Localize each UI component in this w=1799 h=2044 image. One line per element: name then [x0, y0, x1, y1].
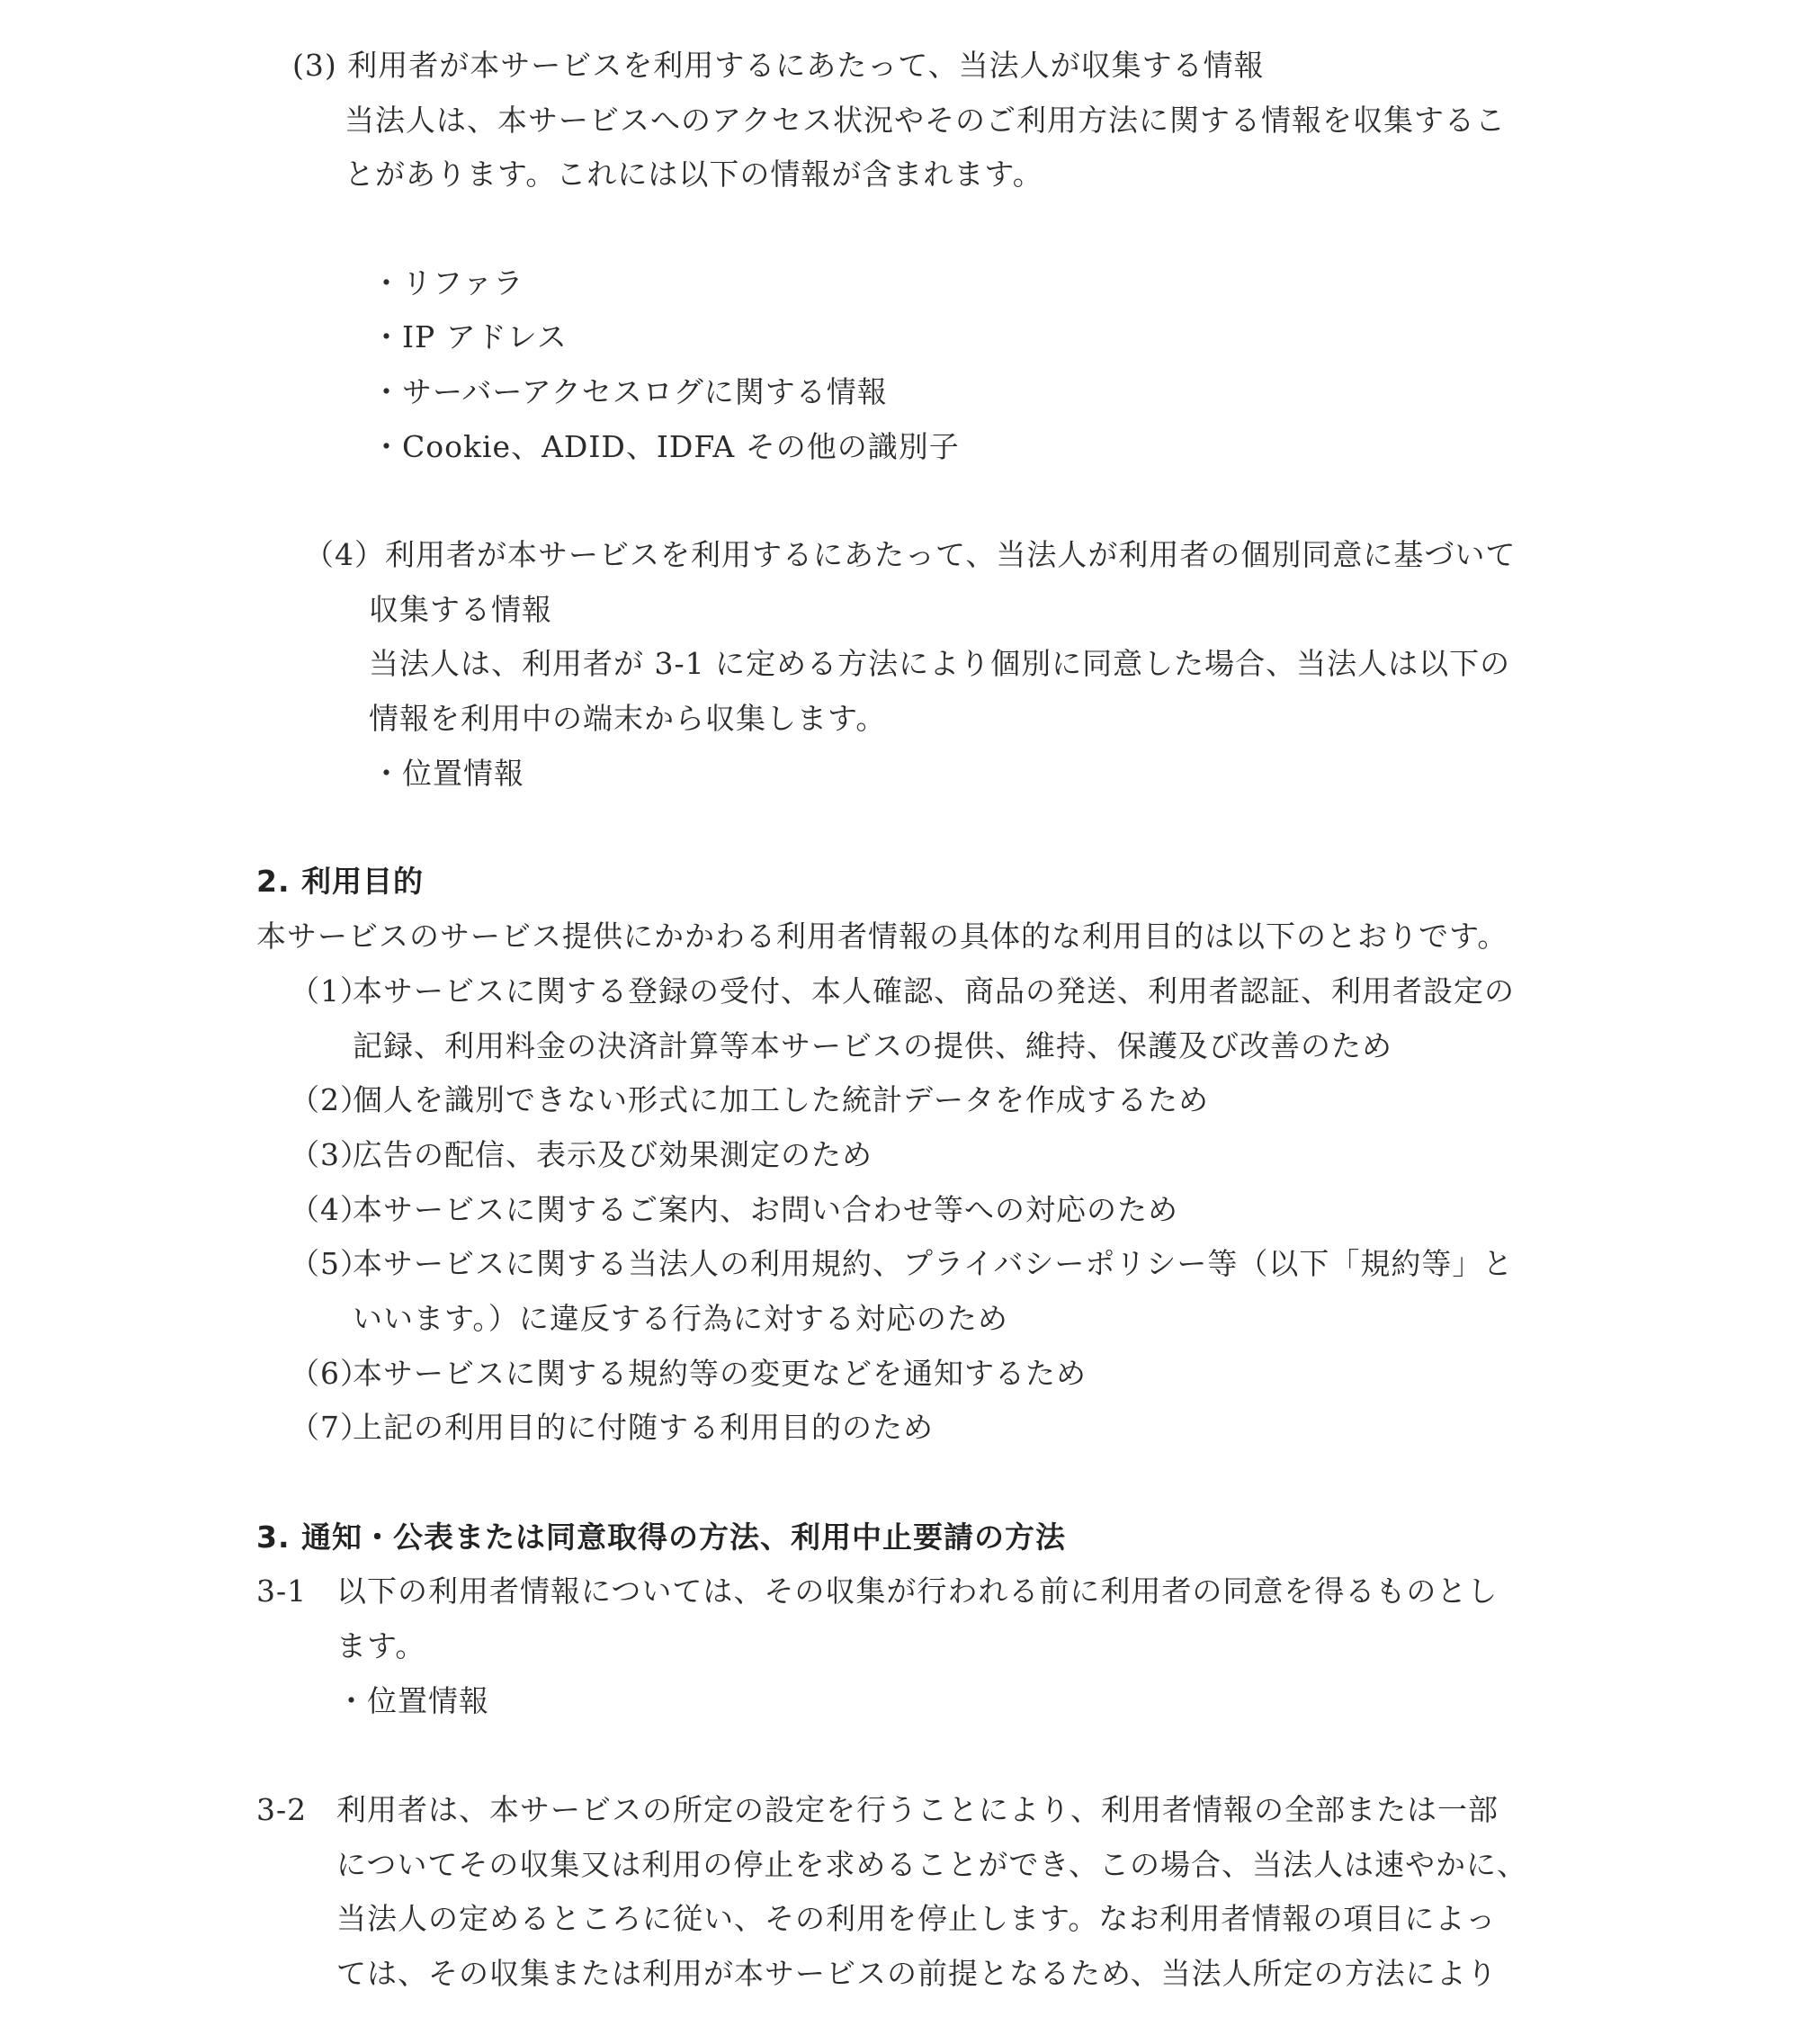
purpose-item-text: 記録、利用料金の決済計算等本サービスの提供、維持、保護及び改善のため	[353, 1028, 1392, 1063]
purpose-item-label: （2）	[290, 1082, 371, 1117]
purpose-item-text: 本サービスに関する当法人の利用規約、プライバシーポリシー等（以下「規約等」と	[353, 1246, 1514, 1281]
list-item: ・位置情報	[336, 1683, 489, 1718]
section-1-4-title-cont: 収集する情報	[369, 592, 552, 627]
purpose-item-label: （6）	[290, 1356, 371, 1391]
purpose-item-text: 本サービスに関するご案内、お問い合わせ等への対応のため	[353, 1192, 1178, 1227]
purpose-item-text: 本サービスに関する登録の受付、本人確認、商品の発送、利用者認証、利用者設定の	[353, 973, 1515, 1009]
purpose-item-text: 広告の配信、表示及び効果測定のため	[353, 1137, 873, 1172]
purpose-item-text: いいます。）に違反する行為に対する対応のため	[353, 1301, 1008, 1336]
purpose-item-label: （5）	[290, 1246, 371, 1281]
purpose-item-label: （1）	[290, 973, 371, 1009]
purpose-item-text: 本サービスに関する規約等の変更などを通知するため	[353, 1356, 1087, 1391]
section-1-3-title: (3) 利用者が本サービスを利用するにあたって、当法人が収集する情報	[292, 48, 1265, 83]
section-3-heading: 3. 通知・公表または同意取得の方法、利用中止要請の方法	[256, 1520, 1066, 1555]
purpose-item-label: （3）	[290, 1137, 371, 1172]
clause-text: ては、その収集または利用が本サービスの前提となるため、当法人所定の方法により	[336, 1956, 1498, 1991]
clause-text: 当法人の定めるところに従い、その利用を停止します。なお利用者情報の項目によっ	[336, 1901, 1497, 1936]
clause-text: 以下の利用者情報については、その収集が行われる前に利用者の同意を得るものとし	[336, 1573, 1499, 1609]
purpose-item-label: （4）	[290, 1192, 371, 1227]
section-1-4-title: （4）利用者が本サービスを利用するにあたって、当法人が利用者の個別同意に基づいて	[304, 537, 1517, 572]
clause-text: についてその収集又は利用の停止を求めることができ、この場合、当法人は速やかに、	[336, 1847, 1528, 1882]
clause-label: 3-1	[256, 1573, 308, 1609]
section-2-heading: 2. 利用目的	[256, 864, 424, 899]
purpose-item-text: 個人を識別できない形式に加工した統計データを作成するため	[353, 1082, 1209, 1117]
purpose-item-text: 上記の利用目的に付随する利用目的のため	[353, 1410, 934, 1445]
clause-text: ます。	[336, 1628, 426, 1663]
clause-text: 利用者は、本サービスの所定の設定を行うことにより、利用者情報の全部または一部	[336, 1792, 1499, 1827]
purpose-item-label: （7）	[290, 1410, 371, 1445]
list-item: ・サーバーアクセスログに関する情報	[371, 374, 888, 409]
list-item: ・Cookie、ADID、IDFA その他の識別子	[371, 429, 960, 464]
list-item: ・位置情報	[371, 756, 524, 791]
section-1-3-body-line: 当法人は、本サービスへのアクセス状況やそのご利用方法に関する情報を収集するこ	[345, 103, 1507, 138]
list-item: ・IP アドレス	[371, 319, 568, 354]
section-1-3-body-line: とがあります。これには以下の情報が含まれます。	[345, 157, 1043, 192]
section-1-4-body-line: 情報を利用中の端末から収集します。	[369, 701, 887, 736]
clause-label: 3-2	[256, 1792, 308, 1827]
section-2-intro: 本サービスのサービス提供にかかわる利用者情報の具体的な利用目的は以下のとおりです。	[256, 919, 1508, 954]
list-item: ・リファラ	[371, 265, 524, 300]
section-1-4-body-line: 当法人は、利用者が 3-1 に定める方法により個別に同意した場合、当法人は以下の	[369, 646, 1511, 681]
